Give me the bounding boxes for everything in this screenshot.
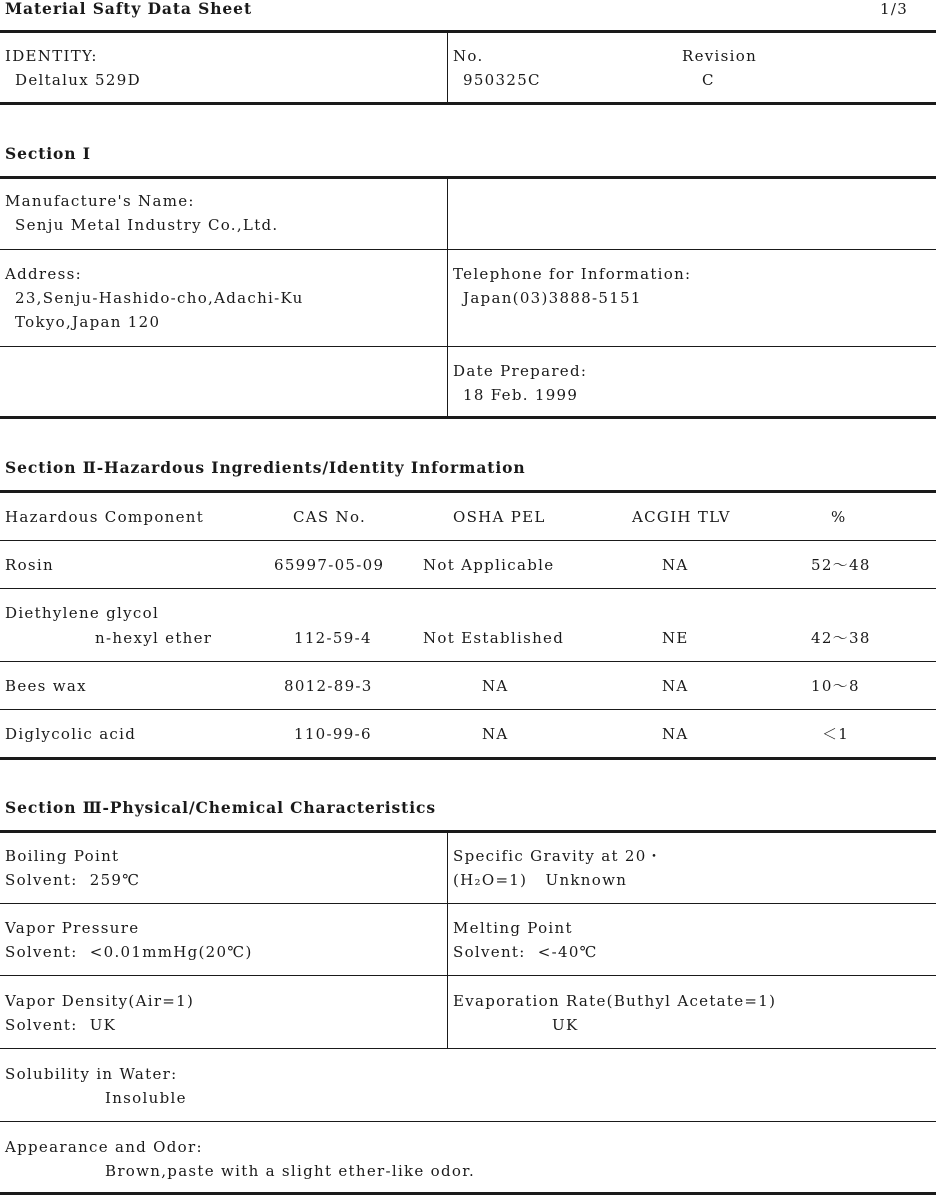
melting-point-value: Solvent: <-40℃ [453,943,598,961]
table-cell-cas: 8012-89-3 [284,677,373,695]
table-cell-component-line2: n-hexyl ether [95,629,213,647]
boiling-point-label: Boiling Point [5,847,120,865]
table-cell-percent: 10～8 [811,677,860,695]
revision-value: C [702,71,715,89]
table-cell-osha: Not Established [423,629,565,647]
table-cell-acgih: NA [662,725,689,743]
row-divider [0,709,936,710]
table-cell-acgih: NE [662,629,689,647]
column-divider [447,33,448,103]
telephone-value: Japan(03)3888-5151 [463,289,642,307]
manufacturer-value: Senju Metal Industry Co.,Ltd. [15,216,279,234]
divider [0,830,936,833]
divider [0,176,936,179]
address-line-1: 23,Senju-Hashido-cho,Adachi-Ku [15,289,304,307]
table-cell-osha: NA [482,677,509,695]
divider [0,30,936,33]
section-3-title: Section Ⅲ-Physical/Chemical Characteristics [5,798,436,817]
divider [0,490,936,493]
section-1-title: Section Ⅰ [5,144,91,163]
boiling-point-value: Solvent: 259℃ [5,871,141,889]
row-divider [0,1048,936,1049]
table-cell-acgih: NA [662,556,689,574]
table-cell-acgih: NA [662,677,689,695]
section-2-title: Section Ⅱ-Hazardous Ingredients/Identity Information [5,458,526,477]
solubility-label: Solubility in Water: [5,1065,178,1083]
appearance-value: Brown,paste with a slight ether-like odor. [105,1162,476,1180]
table-cell-cas: 110-99-6 [294,725,372,743]
appearance-label: Appearance and Odor: [5,1138,203,1156]
identity-label: IDENTITY: [5,47,98,65]
table-cell-cas: 112-59-4 [294,629,372,647]
vapor-pressure-value: Solvent: <0.01mmHg(20℃) [5,943,253,961]
row-divider [0,540,936,541]
divider [0,416,936,419]
row-divider [0,903,936,904]
column-divider [447,179,448,418]
header-acgih: ACGIH TLV [632,508,731,526]
table-cell-component: Bees wax [5,677,87,695]
vapor-density-label: Vapor Density(Air=1) [5,992,195,1010]
doc-no-value: 950325C [463,71,541,89]
specific-gravity-label: Specific Gravity at 20・ [453,847,663,865]
header-osha: OSHA PEL [453,508,546,526]
evaporation-rate-value: UK [552,1016,579,1034]
column-divider [447,833,448,1049]
solubility-value: Insoluble [105,1089,187,1107]
date-prepared-value: 18 Feb. 1999 [463,386,579,404]
divider [0,757,936,760]
row-divider [0,346,936,347]
table-cell-component: Diglycolic acid [5,725,137,743]
vapor-pressure-label: Vapor Pressure [5,919,140,937]
row-divider [0,588,936,589]
vapor-density-value: Solvent: UK [5,1016,117,1034]
telephone-label: Telephone for Information: [453,265,692,283]
doc-no-label: No. [453,47,484,65]
melting-point-label: Melting Point [453,919,573,937]
date-prepared-label: Date Prepared: [453,362,588,380]
specific-gravity-value: (H₂O=1) Unknown [453,871,628,889]
header-cas: CAS No. [293,508,367,526]
table-cell-osha: Not Applicable [423,556,555,574]
address-line-2: Tokyo,Japan 120 [15,313,161,331]
table-cell-osha: NA [482,725,509,743]
table-cell-percent: 42～38 [811,629,871,647]
header-component: Hazardous Component [5,508,205,526]
row-divider [0,1121,936,1122]
table-cell-component: Diethylene glycol [5,604,160,622]
page-number: 1/3 [880,0,909,18]
table-cell-component: Rosin [5,556,54,574]
table-cell-percent: ＜1 [822,725,850,743]
manufacturer-label: Manufacture's Name: [5,192,195,210]
divider [0,1192,936,1195]
table-cell-cas: 65997-05-09 [274,556,385,574]
divider [0,102,936,105]
row-divider [0,249,936,250]
address-label: Address: [5,265,82,283]
row-divider [0,661,936,662]
document-title: Material Safty Data Sheet [5,0,253,18]
identity-value: Deltalux 529D [15,71,141,89]
revision-label: Revision [682,47,758,65]
evaporation-rate-label: Evaporation Rate(Buthyl Acetate=1) [453,992,777,1010]
header-percent: % [831,508,847,526]
row-divider [0,975,936,976]
table-cell-percent: 52～48 [811,556,871,574]
